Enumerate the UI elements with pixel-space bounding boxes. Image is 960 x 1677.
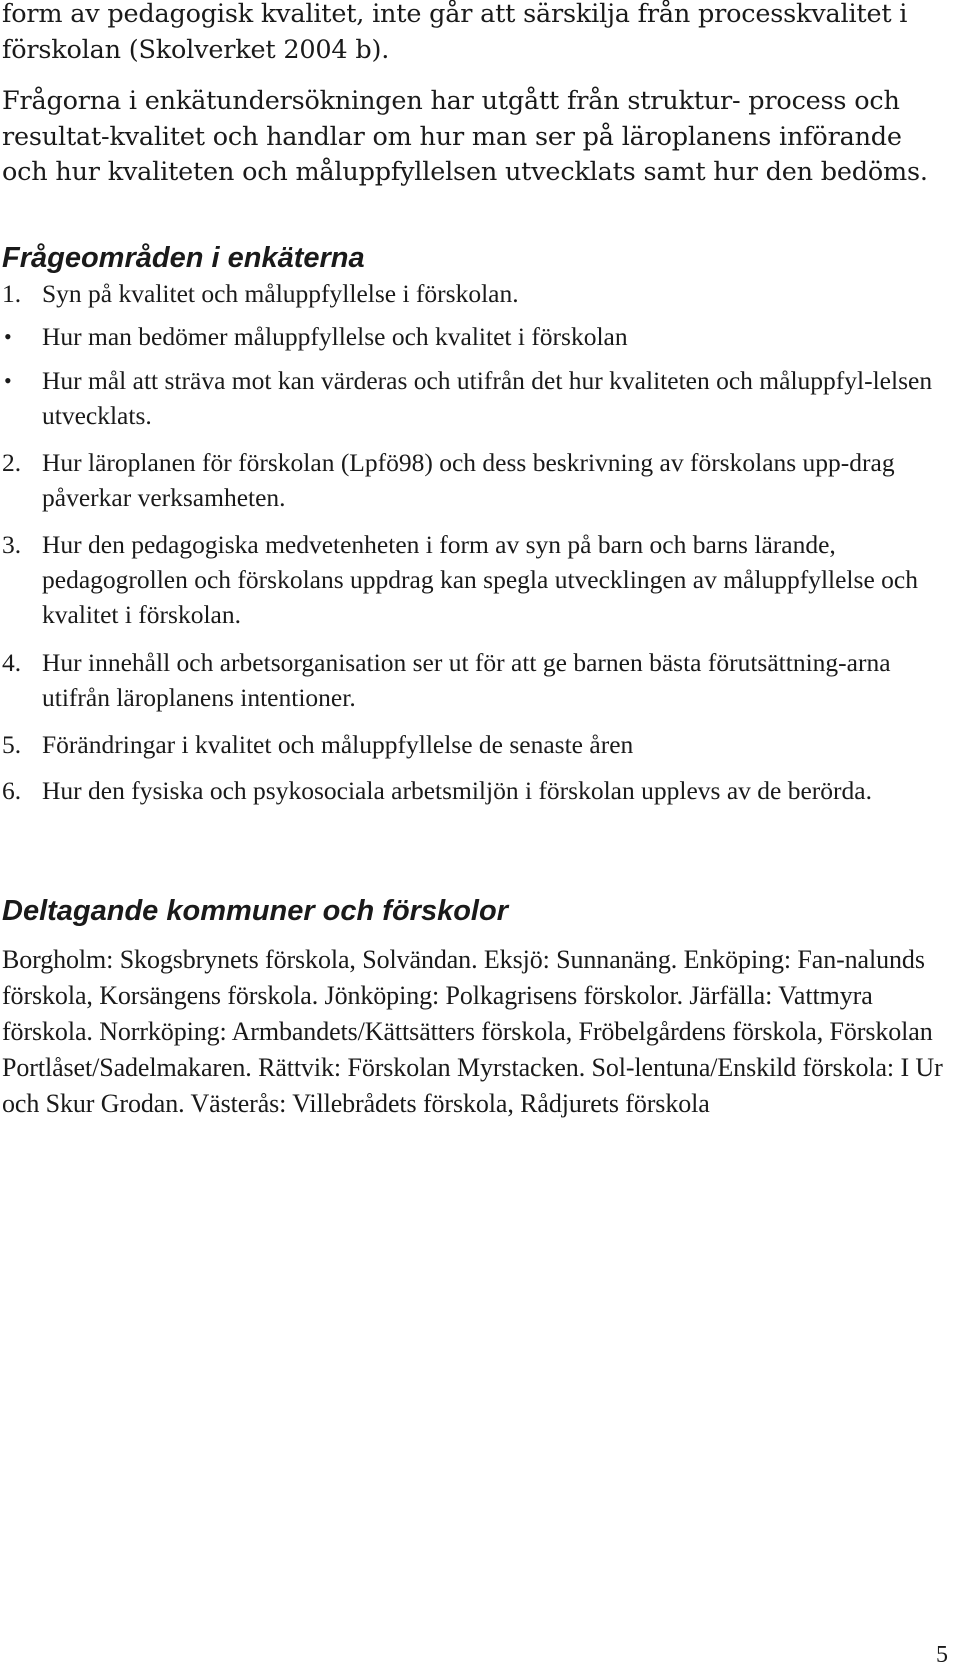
list-item-text: Syn på kvalitet och måluppfyllelse i förskolan.: [42, 279, 519, 308]
list-item-text: Förändringar i kvalitet och måluppfyllelse de senaste åren: [42, 730, 634, 759]
list-marker: 3.: [2, 530, 22, 559]
list-item-text: Hur den pedagogiska medvetenheten i form av syn på barn och barns lärande, pedagogrollen och förskolans uppdrag kan spegla utvecklingen av måluppfyllelse och kvalitet i förskolan.: [42, 530, 918, 629]
list-marker: 5.: [2, 730, 22, 759]
bullet-marker: •: [4, 324, 12, 349]
list-item: [2, 527, 952, 632]
list-marker: 4.: [2, 648, 22, 677]
list-marker: 1.: [2, 279, 22, 308]
list-item-text: Hur innehåll och arbetsorganisation ser ut för att ge barnen bästa förutsättning-arna utifrån läroplanens intentioner.: [42, 648, 891, 712]
list-item: [2, 276, 952, 311]
list-marker: 6.: [2, 776, 22, 805]
intro-paragraph-1: form av pedagogisk kvalitet, inte går att särskilja från processkvalitet i förskolan (Skolverket 2004 b).: [2, 0, 908, 65]
list-item: [2, 727, 952, 762]
list-item: [2, 645, 952, 715]
list-item-text: Hur läroplanen för förskolan (Lpfö98) och dess beskrivning av förskolans upp-drag påverkar verksamheten.: [42, 448, 895, 512]
section-heading-question-areas: Frågeområden i enkäterna: [2, 242, 365, 274]
bullet-marker: •: [4, 368, 12, 393]
list-item-text: Hur mål att sträva mot kan värderas och utifrån det hur kvaliteten och måluppfyl-lelsen utvecklats.: [42, 366, 933, 430]
list-item: [2, 773, 952, 808]
page-number: 5: [936, 1642, 948, 1668]
list-item-text: Hur den fysiska och psykosociala arbetsmiljön i förskolan upplevs av de berörda.: [42, 776, 872, 805]
list-item: [2, 445, 952, 515]
participating-preschools-paragraph: Borgholm: Skogsbrynets förskola, Solvändan. Eksjö: Sunnanäng. Enköping: Fan-nalunds förskola, Korsängens förskola. Jönköping: Polkagrisens förskolor. Järfälla: Vattmyra förskola. Norrköping: Armbandets/Kättsätters förskola, Fröbelgårdens förskola, Förskolan Portlåset/Sadelmakaren. Rättvik: Förskolan Myrstacken. Sol-lentuna/Enskild förskola: I Ur och Skur Grodan. Västerås: Villebrådets förskola, Rådjurets förskola: [2, 945, 943, 1118]
list-item: [2, 363, 952, 433]
intro-paragraph-2: Frågorna i enkätundersökningen har utgått från struktur- process och resultat-kvalitet och handlar om hur man ser på läroplanens införande och hur kvaliteten och måluppfyllelsen utvecklats samt hur den bedöms.: [2, 86, 928, 187]
section-heading-participating-municipalities: Deltagande kommuner och förskolor: [2, 895, 508, 927]
list-item: [2, 319, 952, 354]
list-marker: 2.: [2, 448, 22, 477]
list-item-text: Hur man bedömer måluppfyllelse och kvalitet i förskolan: [42, 322, 628, 351]
